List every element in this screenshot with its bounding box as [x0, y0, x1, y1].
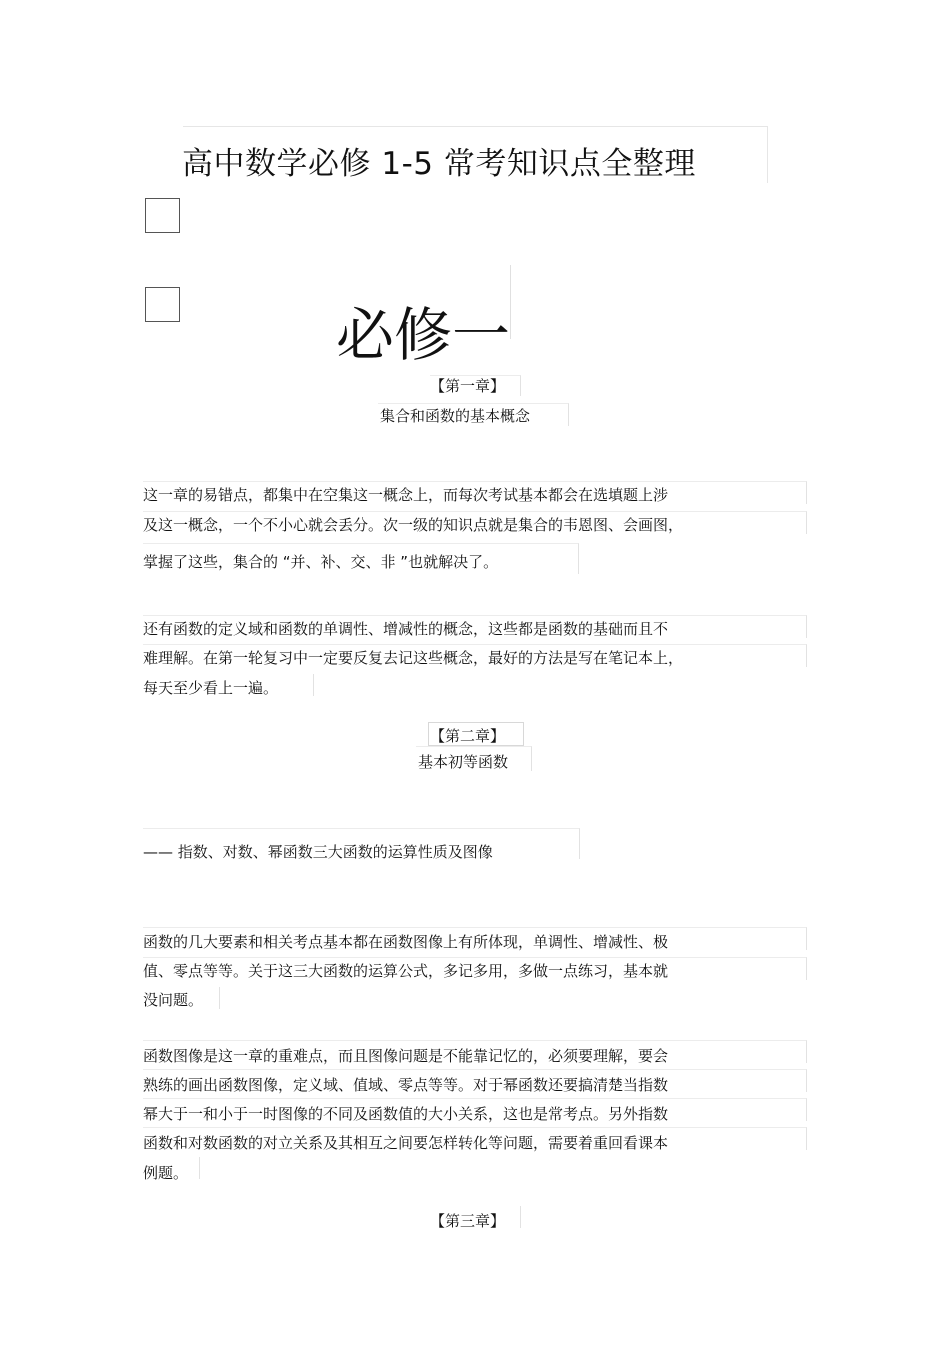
paragraph-line: 熟练的画出函数图像，定义域、值域、零点等等。对于幂函数还要搞清楚当指数 — [143, 1076, 669, 1094]
heading-frame — [510, 265, 511, 339]
paragraph-line: 难理解。在第一轮复习中一定要反复去记这些概念，最好的方法是写在笔记本上， — [143, 649, 684, 667]
book-heading: 必修一 — [336, 301, 511, 369]
paragraph-line: 掌握了这些，集合的 “并、补、交、非 ”也就解决了。 — [143, 553, 499, 571]
document-title: 高中数学必修 1-5 常考知识点全整理 — [182, 146, 696, 182]
chapter-2-label: 【第二章】 — [430, 727, 506, 745]
checkbox[interactable] — [145, 198, 180, 233]
paragraph-line: 每天至少看上一遍。 — [143, 679, 279, 697]
chapter-1-label: 【第一章】 — [430, 377, 506, 395]
paragraph-line: 还有函数的定义域和函数的单调性、增减性的概念，这些都是函数的基础而且不 — [143, 620, 669, 638]
paragraph-line: 幂大于一和小于一时图像的不同及函数值的大小关系，这也是常考点。另外指数 — [143, 1105, 669, 1123]
chapter-2-subheading: —— 指数、对数、幂函数三大函数的运算性质及图像 — [143, 843, 493, 861]
chapter-2-name: 基本初等函数 — [418, 753, 509, 771]
paragraph-line: 函数的几大要素和相关考点基本都在函数图像上有所体现，单调性、增减性、极 — [143, 933, 669, 951]
paragraph-line: 函数图像是这一章的重难点，而且图像问题是不能靠记忆的，必须要理解，要会 — [143, 1047, 669, 1065]
paragraph-line: 及这一概念，一个不小心就会丢分。次一级的知识点就是集合的韦恩图、会画图， — [143, 516, 684, 534]
checkbox[interactable] — [145, 287, 180, 322]
paragraph-line: 值、零点等等。关于这三大函数的运算公式，多记多用，多做一点练习，基本就 — [143, 962, 669, 980]
paragraph-line: 例题。 — [143, 1164, 189, 1182]
chapter-3-label: 【第三章】 — [430, 1212, 506, 1230]
paragraph-line: 这一章的易错点，都集中在空集这一概念上，而每次考试基本都会在选填题上涉 — [143, 486, 669, 504]
paragraph-line: 函数和对数函数的对立关系及其相互之间要怎样转化等问题，需要着重回看课本 — [143, 1134, 669, 1152]
paragraph-line: 没问题。 — [143, 991, 204, 1009]
chapter-1-name: 集合和函数的基本概念 — [380, 407, 531, 425]
